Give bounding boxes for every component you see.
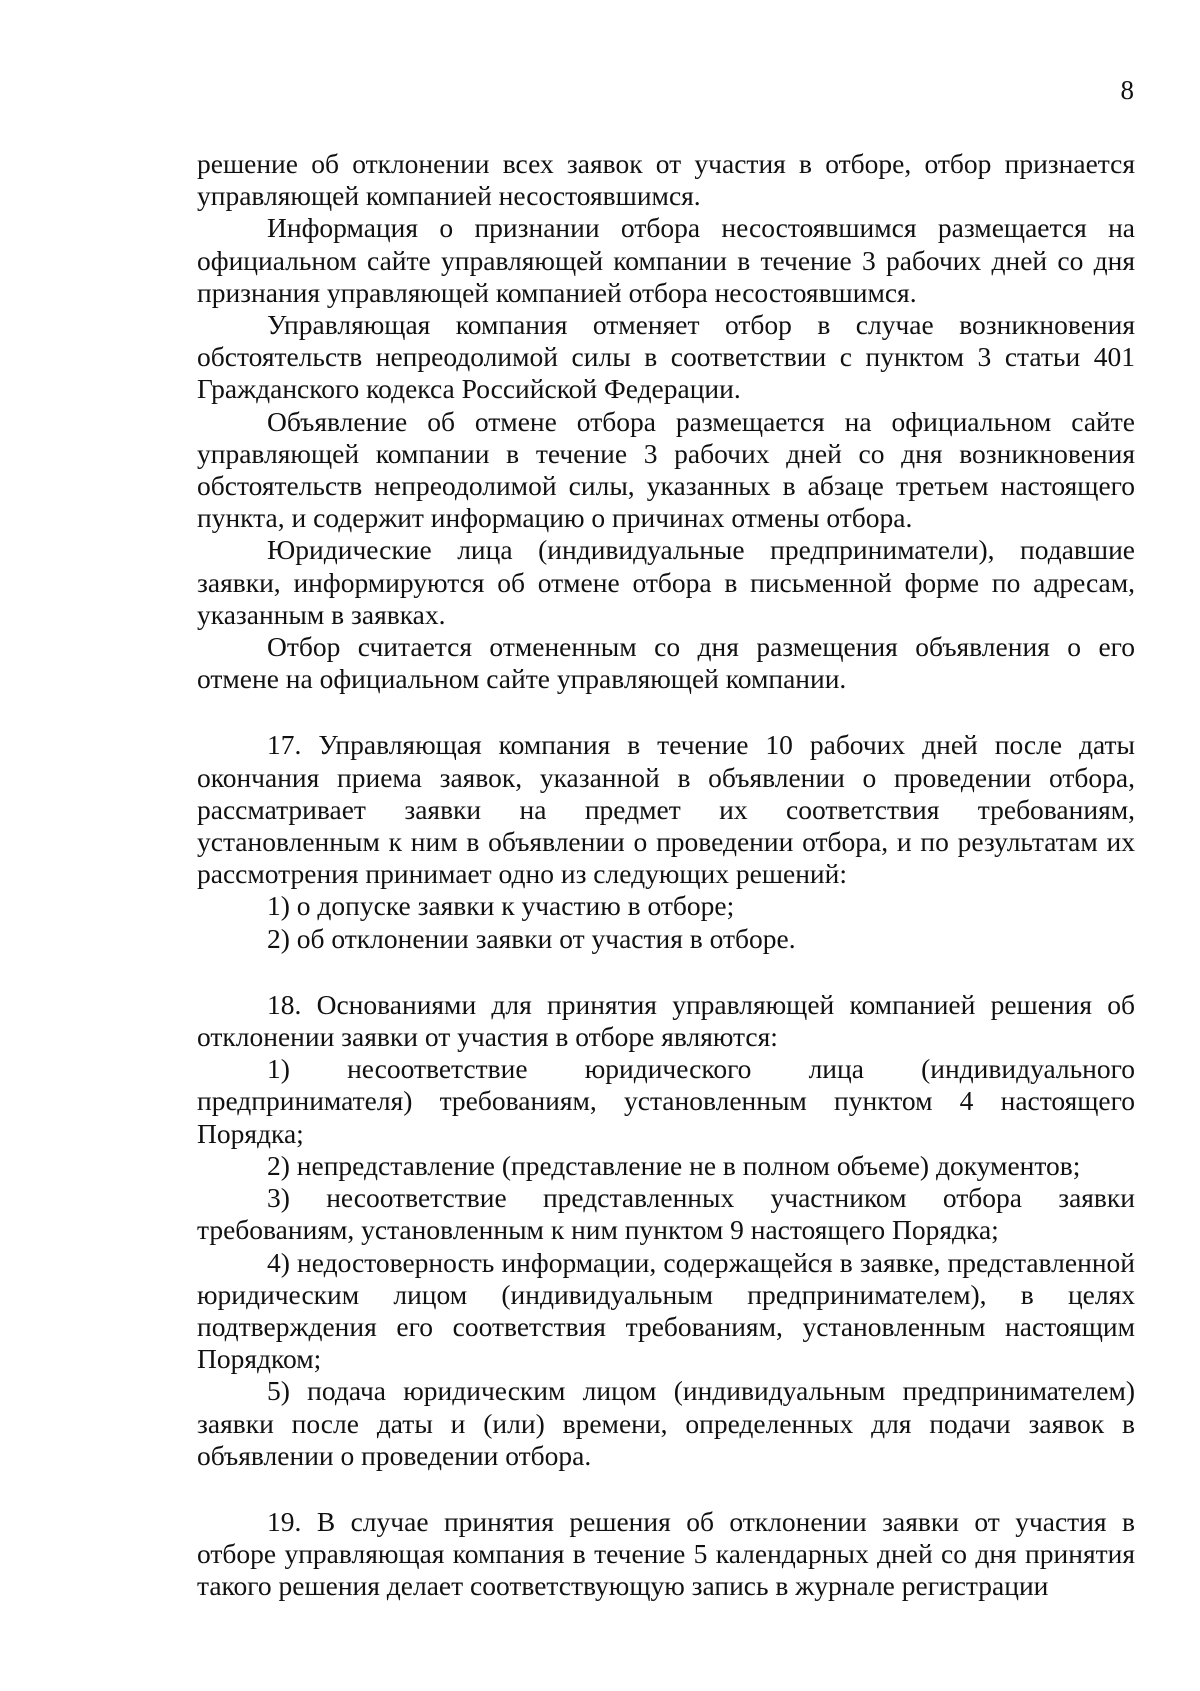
paragraph-item-17: 17. Управляющая компания в течение 10 рабочих дней после даты окончания приема заявок, указанной в объявлении о проведении отбора, рассматривает заявки на предмет их соответствия требованиям, установленным к ним в объявлении о проведении отбора, и по результатам их рассмотрения принимает одно из следующих решений: [197, 729, 1135, 890]
list-item: 1) несоответствие юридического лица (индивидуального предпринимателя) требованиям, установленным пунктом 4 настоящего Порядка; [197, 1053, 1135, 1149]
paragraph: решение об отклонении всех заявок от участия в отборе, отбор признается управляющей компанией несостоявшимся. [197, 148, 1135, 212]
list-item: 2) непредставление (представление не в полном объеме) документов; [267, 1149, 1081, 1181]
paragraph: Информация о признании отбора несостоявшимся размещается на официальном сайте управляющей компании в течение 3 рабочих дней со дня признания управляющей компанией отбора несостоявшимся. [197, 212, 1135, 308]
list-item: 5) подача юридическим лицом (индивидуальным предпринимателем) заявки после даты и (или) времени, определенных для подачи заявок в объявлении о проведении отбора. [197, 1375, 1135, 1471]
list-item: 4) недостоверность информации, содержащейся в заявке, представленной юридическим лицом (индивидуальным предпринимателем), в целях подтверждения его соответствия требованиям, установленным настоящим Порядком; [197, 1246, 1135, 1375]
paragraph: Юридические лица (индивидуальные предприниматели), подавшие заявки, информируются об отмене отбора в письменной форме по адресам, указанным в заявках. [197, 534, 1135, 630]
paragraph-item-18: 18. Основаниями для принятия управляющей компанией решения об отклонении заявки от участия в отборе являются: [197, 988, 1135, 1053]
list-item: 2) об отклонении заявки от участия в отборе. [267, 922, 796, 954]
document-body [197, 148, 1135, 1603]
paragraph: Управляющая компания отменяет отбор в случае возникновения обстоятельств непреодолимой силы в соответствии с пунктом 3 статьи 401 Гражданского кодекса Российской Федерации. [197, 309, 1135, 405]
list-item: 3) несоответствие представленных участником отбора заявки требованиям, установленным к ним пунктом 9 настоящего Порядка; [197, 1182, 1135, 1246]
paragraph: Отбор считается отмененным со дня размещения объявления о его отмене на официальном сайте управляющей компании. [197, 631, 1135, 695]
list-item: 1) о допуске заявки к участию в отборе; [267, 890, 735, 922]
page-number: 8 [1120, 75, 1134, 105]
paragraph: Объявление об отмене отбора размещается на официальном сайте управляющей компании в течение 3 рабочих дней со дня возникновения обстоятельств непреодолимой силы, указанных в абзаце третьем настоящего пункта, и содержит информацию о причинах отмены отбора. [197, 405, 1135, 534]
paragraph-item-19: 19. В случае принятия решения об отклонении заявки от участия в отборе управляющая компания в течение 5 календарных дней со дня принятия такого решения делает соответствующую запись в журнале регистрации [197, 1505, 1135, 1602]
